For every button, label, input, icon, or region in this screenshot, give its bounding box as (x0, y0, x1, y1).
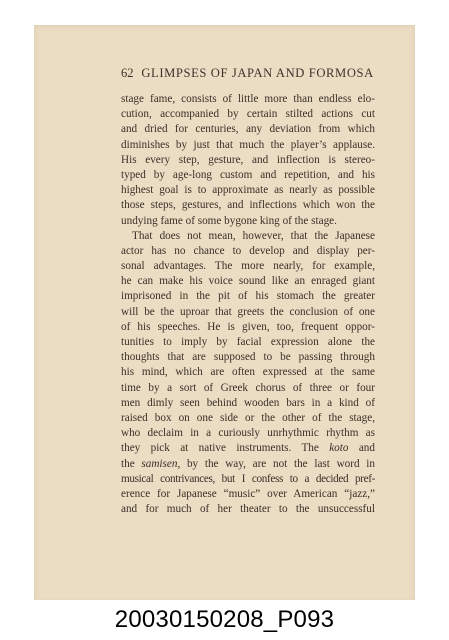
text-line: of his speeches. He is given, too, frequent oppor- (121, 320, 375, 333)
text-line: undying fame of some bygone king of the stage. (121, 214, 337, 227)
text-line: will be the uproar that greets the conclusion of one (121, 305, 375, 318)
text-line: he can make his voice sound like an enraged giant (121, 275, 375, 288)
text-line: they pick at native instruments. The koto and (121, 442, 375, 455)
paragraph-2 (121, 229, 375, 518)
text-line: thoughts that are supposed to be passing through (121, 351, 375, 364)
running-title: GLIMPSES OF JAPAN AND FORMOSA (141, 66, 374, 80)
text-line: who declaim in a curiously unrhythmic rhythm as (121, 427, 375, 440)
text-line: the samisen, by the way, are not the last word in (121, 457, 375, 470)
text-line: men dimly seen behind wooden bars in a kind of (121, 396, 375, 409)
text-line: typed by age-long custom and repetition, and his (121, 168, 375, 181)
text-line: time by a sort of Greek chorus of three or four (121, 381, 375, 394)
text-line: That does not mean, however, that the Japanese (132, 229, 375, 242)
text-line: actor has no chance to develop and display per- (121, 244, 375, 257)
text-line: musical contrivances, but I confess to a decided pref- (121, 472, 375, 485)
italic-term: samisen (141, 457, 178, 470)
text-line: those steps, gestures, and inflections which won the (121, 199, 375, 212)
italic-term: koto (329, 442, 349, 455)
footer-bar (0, 600, 449, 640)
text-line: and for much of her theater to the unsuccessful (121, 503, 375, 516)
page-number: 62 (121, 66, 134, 80)
running-header (121, 66, 381, 81)
text-line: His every step, gesture, and inflection is stereo- (121, 153, 375, 166)
paragraph-1 (121, 92, 375, 229)
image-identifier: 20030150208_P093 (114, 606, 335, 633)
text-line: cution, accompanied by certain stilted actions cut (121, 108, 375, 121)
text-line: tunities to imply by facial expression alone the (121, 336, 375, 348)
text-line: erence for Japanese “music” over American “jazz,” (121, 487, 375, 500)
text-line: diminishes by just that much the player’s applause. (121, 138, 375, 151)
page-body (121, 92, 375, 517)
text-line: stage fame, consists of little more than endless elo- (121, 93, 375, 105)
text-line: imprisoned in the pit of his stomach the greater (121, 290, 375, 303)
text-line: raised box on one side or the other of the stage, (121, 411, 375, 424)
text-line: and dried for centuries, any deviation from which (121, 123, 375, 136)
text-line: sonal advantages. The more nearly, for example, (121, 260, 375, 273)
text-line: highest goal is to approximate as nearly as possible (121, 184, 375, 197)
text-line: his mind, which are often expressed at the same (121, 366, 375, 379)
